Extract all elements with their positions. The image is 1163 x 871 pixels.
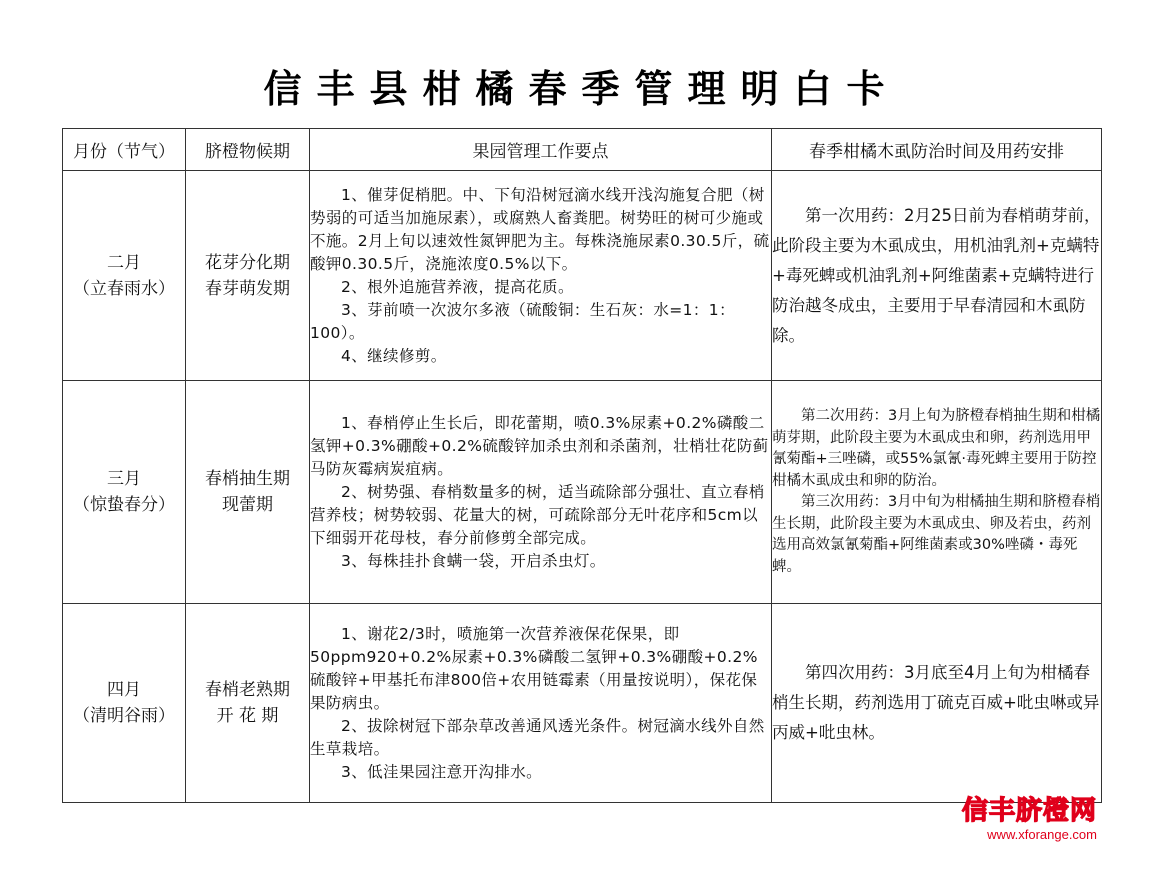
solar-term-label: （惊蛰春分）	[73, 495, 175, 515]
header-tasks: 果园管理工作要点	[310, 129, 772, 171]
task-item: 2、根外追施营养液，提高花质。	[341, 277, 574, 296]
management-table	[62, 128, 1102, 803]
phenology-stage: 春梢老熟期	[205, 680, 290, 700]
month-label: 四月	[107, 680, 141, 700]
task-item: 1、谢花2/3时，喷施第一次营养液保花保果，即50ppm920+0.2%尿素+0.3%磷酸二氢钾+0.3%硼酸+0.2%硫酸锌+甲基托布津800倍+农用链霉素（用量按说明），保花保果防病虫。	[310, 624, 758, 712]
pest-control-cell	[772, 381, 1102, 604]
pest-control-cell	[772, 604, 1102, 803]
page-title: 信丰县柑橘春季管理明白卡	[263, 67, 900, 111]
table-row-april	[63, 604, 1102, 803]
table-row-march	[63, 381, 1102, 604]
task-item: 3、低洼果园注意开沟排水。	[341, 762, 543, 781]
header-pest-control: 春季柑橘木虱防治时间及用药安排	[772, 129, 1102, 171]
solar-term-label: （立春雨水）	[73, 278, 175, 299]
header-row	[63, 129, 1102, 171]
month-label: 二月	[107, 252, 141, 273]
phenology-stage: 开 花 期	[216, 706, 279, 726]
watermark-url: www.xforange.com	[987, 827, 1097, 842]
spray-schedule: 第二次用药：3月上旬为脐橙春梢抽生期和柑橘萌芽期，此阶段主要为木虱成虫和卵，药剂选用甲氰菊酯+三唑磷，或55%氯氰·毒死蜱主要用于防控柑橘木虱成虫和卵的防治。	[772, 408, 1101, 489]
header-phenology: 脐橙物候期	[186, 129, 310, 171]
spray-schedule: 第四次用药：3月底至4月上旬为柑橘春梢生长期，药剂选用丁硫克百威+吡虫啉或异丙威+吡虫林。	[772, 663, 1100, 742]
tasks-cell	[310, 171, 772, 381]
phenology-stage: 春芽萌发期	[205, 278, 290, 299]
phenology-stage: 春梢抽生期	[205, 469, 290, 489]
pest-control-cell	[772, 171, 1102, 381]
task-item: 4、继续修剪。	[341, 346, 447, 365]
tasks-cell	[310, 604, 772, 803]
spray-schedule: 第三次用药：3月中旬为柑橘抽生期和脐橙春梢生长期，此阶段主要为木虱成虫、卵及若虫，药剂选用高效氯氰菊酯+阿维菌素或30%唑磷・毒死蜱。	[772, 494, 1101, 575]
task-item: 1、催芽促梢肥。中、下旬沿树冠滴水线开浅沟施复合肥（树势弱的可适当加施尿素），或腐熟人畜粪肥。树势旺的树可少施或不施。2月上旬以速效性氮钾肥为主。每株浇施尿素0.30.5斤，硫酸钾0.30.5斤，浇施浓度0.5%以下。	[310, 185, 770, 273]
task-item: 3、每株挂扑食螨一袋，开启杀虫灯。	[341, 551, 606, 570]
phenology-stage: 现蕾期	[222, 495, 273, 515]
task-item: 3、芽前喷一次波尔多液（硫酸铜：生石灰：水=1：1：100）。	[310, 300, 735, 342]
phenology-cell	[186, 171, 310, 381]
watermark-site-name: 信丰脐橙网	[961, 796, 1097, 826]
task-item: 1、春梢停止生长后，即花蕾期，喷0.3%尿素+0.2%磷酸二氢钾+0.3%硼酸+0.2%硫酸锌加杀虫剂和杀菌剂，壮梢壮花防蓟马防灰霉病炭疽病。	[310, 413, 769, 478]
month-cell	[63, 381, 186, 604]
phenology-cell	[186, 604, 310, 803]
task-item: 2、拔除树冠下部杂草改善通风透光条件。树冠滴水线外自然生草栽培。	[310, 716, 765, 758]
month-cell	[63, 171, 186, 381]
spray-schedule: 第一次用药：2月25日前为春梢萌芽前，此阶段主要为木虱成虫，用机油乳剂+克螨特+毒死蜱或机油乳剂+阿维菌素+克螨特进行防治越冬成虫，主要用于早春清园和木虱防除。	[772, 205, 1101, 345]
tasks-cell	[310, 381, 772, 604]
header-month: 月份（节气）	[63, 129, 186, 171]
site-watermark	[962, 790, 1097, 842]
phenology-stage: 花芽分化期	[205, 252, 290, 273]
task-item: 2、树势强、春梢数量多的树，适当疏除部分强壮、直立春梢营养枝；树势较弱、花量大的树，可疏除部分无叶花序和5cm以下细弱开花母枝，春分前修剪全部完成。	[310, 482, 765, 547]
solar-term-label: （清明谷雨）	[73, 706, 175, 726]
month-label: 三月	[107, 469, 141, 489]
phenology-cell	[186, 381, 310, 604]
table-row-february	[63, 171, 1102, 381]
month-cell	[63, 604, 186, 803]
